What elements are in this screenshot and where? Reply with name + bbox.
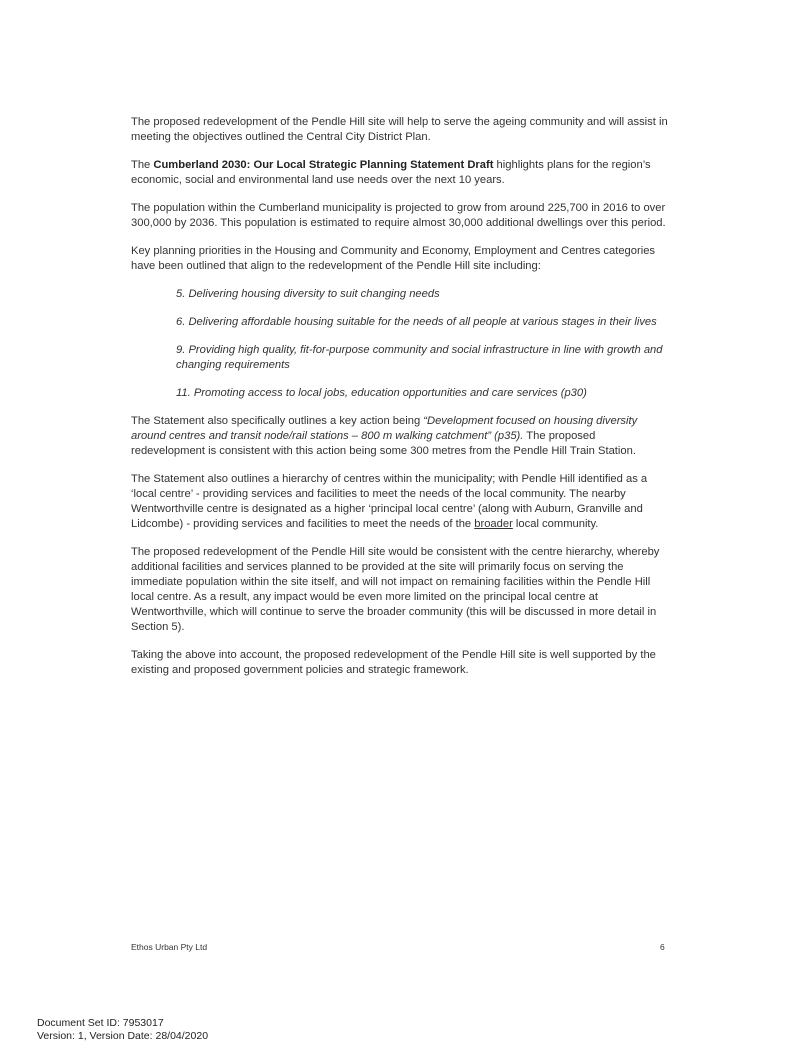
p2-text-post: highlights plans for the region’s economic, social and environmental land use needs over the next 10 years. [131, 159, 651, 186]
paragraph-planning-priorities: Key planning priorities in the Housing and Community and Economy, Employment and Centres categories have been outlined that align to the redevelopment of the Pendle Hill site including: [131, 245, 656, 272]
document-set-id: Document Set ID: 7953017 [37, 1017, 164, 1029]
paragraph-key-action [131, 414, 671, 459]
p6-text-post: local community. [512, 518, 599, 530]
paragraph-centre-hierarchy [131, 472, 671, 532]
footer-page-number: 6 [660, 942, 665, 952]
paragraph-ageing-community: The proposed redevelopment of the Pendle Hill site will help to serve the ageing community and will assist in meeting the objectives outlined the Central City District Plan. [131, 116, 668, 143]
document-body [131, 115, 671, 691]
priority-item: 9. Providing high quality, fit-for-purpose community and social infrastructure in line with growth and changing requirements [176, 344, 663, 371]
p5-text-pre: The Statement also specifically outlines a key action being [131, 415, 424, 427]
key-action-quote: “Development focused on housing diversity around centres and transit node/rail stations – 800 m walking catchment” (p35). [131, 415, 638, 442]
p6-text-pre: The Statement also outlines a hierarchy of centres within the municipality; with Pendle Hill identified as a ‘local centre’ - providing services and facilities to meet the needs of the local community. The nearby Wentworthville centre is designated as a higher ‘principal local centre’ (along with Auburn, Granville and Lidcombe) - providing services and facilities to meet the needs of the [131, 473, 648, 530]
paragraph-conclusion: Taking the above into account, the proposed redevelopment of the Pendle Hill site is well supported by the existing and proposed government policies and strategic framework. [131, 649, 656, 676]
paragraph-consistency: The proposed redevelopment of the Pendle Hill site would be consistent with the centre hierarchy, whereby additional facilities and services planned to be provided at the site will primarily focus on serving the immediate population within the site itself, and will not impact on remaining facilities within the Pendle Hill local centre. As a result, any impact would be even more limited on the principal local centre at Wentworthville, which will continue to serve the broader community (this will be discussed in more detail in Section 5). [131, 546, 660, 633]
p2-text-pre: The [131, 159, 154, 171]
broader-underlined: broader [474, 518, 513, 530]
document-version: Version: 1, Version Date: 28/04/2020 [37, 1030, 209, 1042]
priority-item: 5. Delivering housing diversity to suit changing needs [176, 288, 440, 300]
paragraph-population: The population within the Cumberland municipality is projected to grow from around 225,700 in 2016 to over 300,000 by 2036. This population is estimated to require almost 30,000 additional dwellings over this period. [131, 202, 666, 229]
paragraph-cumberland-2030 [131, 158, 671, 188]
priority-item: 11. Promoting access to local jobs, education opportunities and care services (p30) [176, 387, 587, 399]
cumberland-2030-title: Cumberland 2030: Our Local Strategic Planning Statement Draft [153, 159, 494, 171]
document-set-info [37, 1017, 208, 1043]
p5-text-post: The proposed redevelopment is consistent with this action being some 300 metres from the Pendle Hill Train Station. [131, 430, 636, 457]
footer-company: Ethos Urban Pty Ltd [131, 942, 208, 952]
priority-item: 6. Delivering affordable housing suitable for the needs of all people at various stages in their lives [176, 316, 657, 328]
